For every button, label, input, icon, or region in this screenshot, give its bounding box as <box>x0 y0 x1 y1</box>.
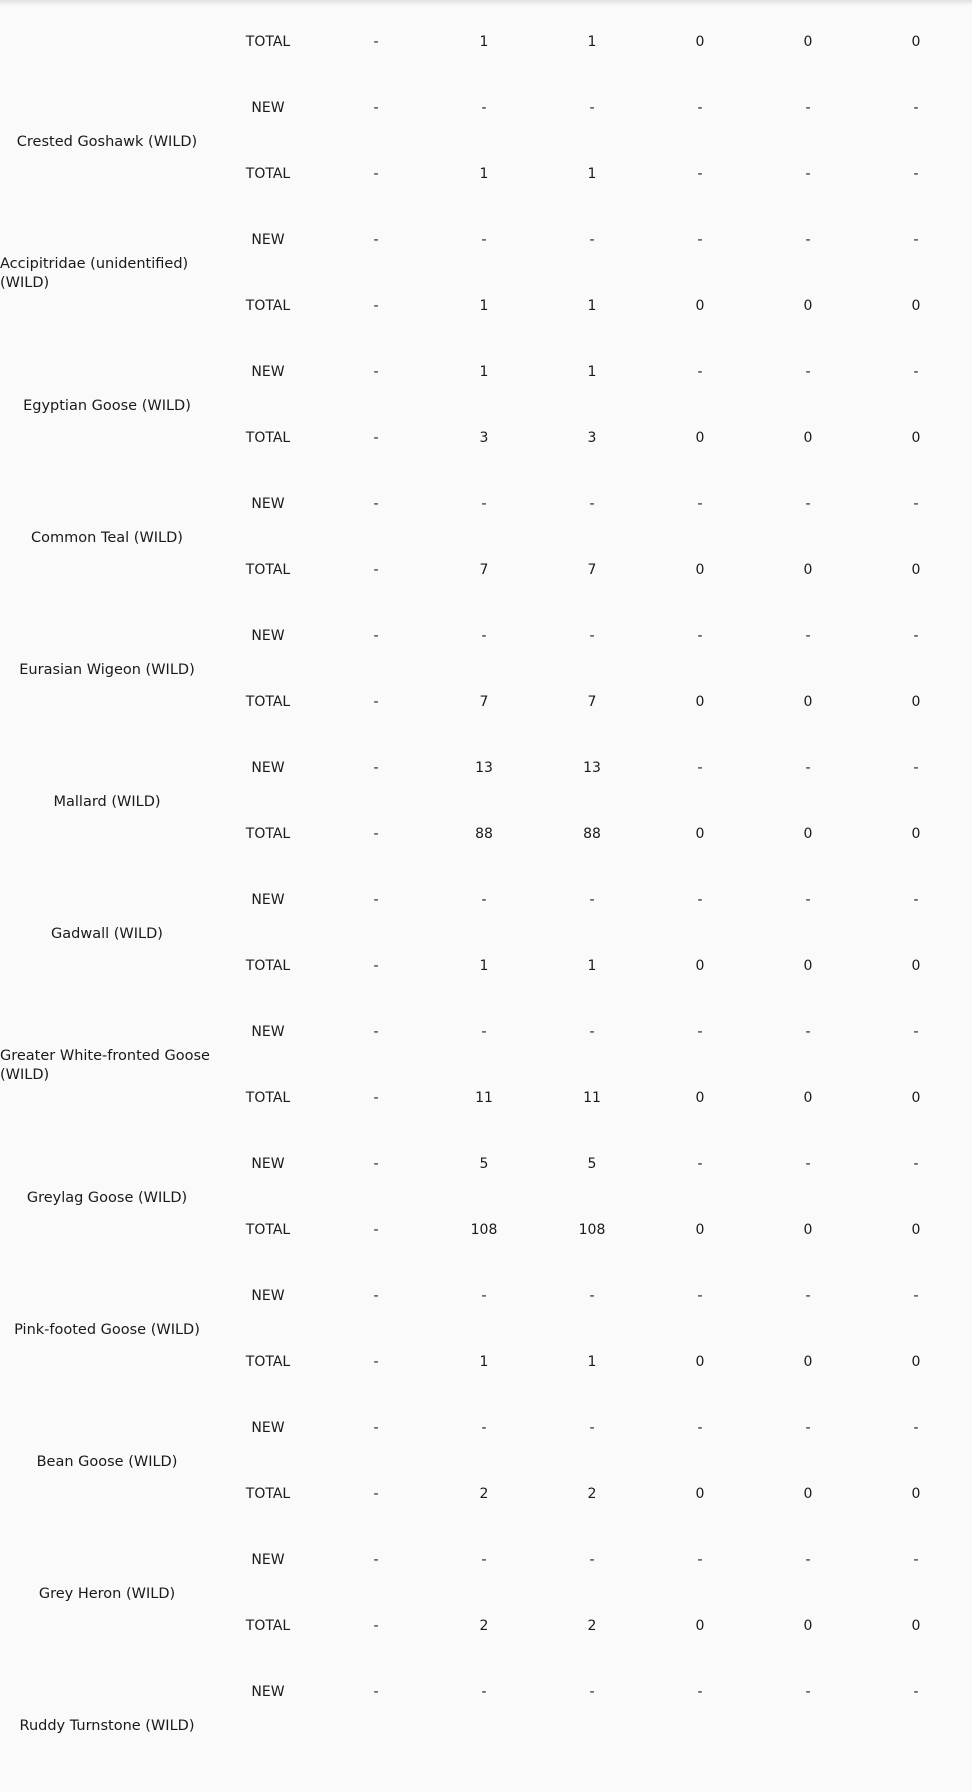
table-cell: 2 <box>587 1486 597 1502</box>
table-cell: 0 <box>911 1618 921 1634</box>
table-cell: 2 <box>479 1486 489 1502</box>
row-type-label: TOTAL <box>245 166 291 182</box>
table-cell: - <box>589 628 595 644</box>
total-row <box>0 1220 972 1240</box>
table-cell: - <box>805 1684 811 1700</box>
table-cell: 0 <box>803 1618 813 1634</box>
species-name: Accipitridae (unidentified) (WILD) <box>0 256 189 291</box>
row-type-label: TOTAL <box>245 958 291 974</box>
table-cell: - <box>913 628 919 644</box>
total-row <box>0 164 972 184</box>
table-cell: 0 <box>803 34 813 50</box>
table-cell: 0 <box>911 958 921 974</box>
table-cell: 0 <box>911 1486 921 1502</box>
table-cell: 1 <box>479 298 489 314</box>
species-block <box>0 0 972 76</box>
table-cell: - <box>373 760 379 776</box>
table-cell: - <box>373 298 379 314</box>
new-row <box>0 1550 972 1570</box>
table-cell: - <box>373 1222 379 1238</box>
table-cell: 0 <box>803 826 813 842</box>
table-cell: - <box>373 892 379 908</box>
table-cell: 1 <box>587 298 597 314</box>
table-cell: - <box>913 1420 919 1436</box>
new-row <box>0 1022 972 1042</box>
table-cell: - <box>373 430 379 446</box>
total-row <box>0 1616 972 1636</box>
total-row <box>0 1484 972 1504</box>
table-cell: - <box>481 628 487 644</box>
table-cell: 0 <box>803 562 813 578</box>
table-cell: - <box>373 1090 379 1106</box>
table-cell: 5 <box>479 1156 489 1172</box>
table-cell: - <box>913 364 919 380</box>
table-cell: 2 <box>479 1618 489 1634</box>
table-cell: - <box>481 1552 487 1568</box>
new-row <box>0 758 972 778</box>
table-cell: 0 <box>695 1222 705 1238</box>
table-cell: - <box>697 892 703 908</box>
total-row <box>0 296 972 316</box>
table-cell: - <box>373 1288 379 1304</box>
table-cell: - <box>373 232 379 248</box>
table-cell: 0 <box>803 298 813 314</box>
table-cell: - <box>805 1024 811 1040</box>
new-row <box>0 626 972 646</box>
table-cell: 3 <box>479 430 489 446</box>
table-cell: 1 <box>587 34 597 50</box>
total-row <box>0 692 972 712</box>
table-cell: 1 <box>587 1354 597 1370</box>
table-cell: 0 <box>911 34 921 50</box>
table-cell: - <box>697 496 703 512</box>
table-cell: 0 <box>911 298 921 314</box>
new-row <box>0 1154 972 1174</box>
species-name: Mallard (WILD) <box>53 793 161 810</box>
row-type-label: NEW <box>251 1552 285 1568</box>
table-cell: 88 <box>475 826 493 842</box>
table-cell: - <box>481 496 487 512</box>
species-block <box>0 340 972 472</box>
table-cell: 3 <box>587 430 597 446</box>
table-cell: - <box>805 628 811 644</box>
species-name: Grey Heron (WILD) <box>38 1585 176 1602</box>
species-block <box>0 208 972 340</box>
table-cell: - <box>913 1156 919 1172</box>
species-block <box>0 604 972 736</box>
table-cell: - <box>589 1024 595 1040</box>
row-type-label: NEW <box>251 1420 285 1436</box>
table-cell: - <box>697 1684 703 1700</box>
table-cell: 0 <box>695 1618 705 1634</box>
row-type-label: NEW <box>251 628 285 644</box>
total-row <box>0 32 972 52</box>
table-cell: - <box>481 232 487 248</box>
table-cell: - <box>481 1024 487 1040</box>
row-type-label: NEW <box>251 760 285 776</box>
table-cell: 0 <box>803 430 813 446</box>
table-cell: 108 <box>578 1222 606 1238</box>
species-block <box>0 736 972 868</box>
table-cell: - <box>589 100 595 116</box>
table-cell: 1 <box>587 364 597 380</box>
table-cell: 0 <box>911 562 921 578</box>
new-row <box>0 1418 972 1438</box>
species-name: Common Teal (WILD) <box>31 529 183 546</box>
new-row <box>0 98 972 118</box>
total-row <box>0 560 972 580</box>
table-cell: 11 <box>475 1090 493 1106</box>
table-cell: 0 <box>695 430 705 446</box>
table-cell: - <box>589 892 595 908</box>
table-cell: - <box>481 100 487 116</box>
row-type-label: TOTAL <box>245 34 291 50</box>
table-cell: - <box>373 496 379 512</box>
new-row <box>0 494 972 514</box>
table-cell: - <box>481 1288 487 1304</box>
new-row <box>0 362 972 382</box>
table-cell: - <box>913 232 919 248</box>
species-name: Greylag Goose (WILD) <box>26 1189 188 1206</box>
table-cell: 7 <box>479 562 489 578</box>
table-cell: - <box>589 1420 595 1436</box>
table-cell: 1 <box>479 34 489 50</box>
table-cell: - <box>805 1288 811 1304</box>
row-type-label: TOTAL <box>245 298 291 314</box>
new-row <box>0 1286 972 1306</box>
species-block <box>0 1132 972 1264</box>
table-cell: 0 <box>695 1354 705 1370</box>
species-name: Eurasian Wigeon (WILD) <box>19 661 195 678</box>
table-cell: 5 <box>587 1156 597 1172</box>
table-cell: - <box>805 100 811 116</box>
new-row <box>0 230 972 250</box>
table-cell: - <box>481 1420 487 1436</box>
table-cell: 0 <box>695 298 705 314</box>
species-name: Pink-footed Goose (WILD) <box>14 1321 200 1338</box>
table-cell: - <box>697 1420 703 1436</box>
total-row <box>0 428 972 448</box>
species-block <box>0 868 972 1000</box>
table-cell: - <box>805 1420 811 1436</box>
table-cell: - <box>373 1552 379 1568</box>
table-cell: - <box>589 496 595 512</box>
species-block <box>0 76 972 208</box>
row-type-label: TOTAL <box>245 1090 291 1106</box>
table-cell: - <box>481 892 487 908</box>
table-cell: 1 <box>479 958 489 974</box>
table-cell: - <box>805 1156 811 1172</box>
table-cell: 2 <box>587 1618 597 1634</box>
table-cell: 0 <box>911 430 921 446</box>
table-cell: - <box>697 364 703 380</box>
table-cell: - <box>697 1552 703 1568</box>
table-cell: - <box>589 1684 595 1700</box>
table-cell: 13 <box>475 760 493 776</box>
row-type-label: NEW <box>251 892 285 908</box>
table-cell: 1 <box>587 958 597 974</box>
table-cell: 0 <box>695 1090 705 1106</box>
table-cell: 0 <box>803 694 813 710</box>
table-cell: 1 <box>587 166 597 182</box>
table-cell: - <box>373 1354 379 1370</box>
table-cell: 108 <box>470 1222 498 1238</box>
row-type-label: TOTAL <box>245 430 291 446</box>
new-row <box>0 1682 972 1702</box>
row-type-label: NEW <box>251 100 285 116</box>
total-row <box>0 1088 972 1108</box>
table-cell: - <box>373 1156 379 1172</box>
table-cell: - <box>373 694 379 710</box>
total-row <box>0 1352 972 1372</box>
table-cell: - <box>913 1288 919 1304</box>
table-cell: - <box>913 1024 919 1040</box>
table-cell: - <box>805 166 811 182</box>
table-cell: 0 <box>695 34 705 50</box>
table-cell: - <box>697 1156 703 1172</box>
total-row <box>0 956 972 976</box>
table-cell: - <box>589 232 595 248</box>
table-cell: 13 <box>583 760 601 776</box>
species-block <box>0 1660 972 1792</box>
table-cell: 0 <box>695 958 705 974</box>
row-type-label: NEW <box>251 364 285 380</box>
table-cell: 0 <box>695 694 705 710</box>
row-type-label: TOTAL <box>245 1354 291 1370</box>
table-cell: 1 <box>479 364 489 380</box>
table-cell: - <box>913 1684 919 1700</box>
table-cell: 0 <box>803 958 813 974</box>
table-cell: 0 <box>803 1090 813 1106</box>
table-cell: 0 <box>911 1090 921 1106</box>
species-block <box>0 1000 972 1132</box>
table-cell: - <box>373 826 379 842</box>
table-cell: - <box>373 958 379 974</box>
table-cell: - <box>373 1684 379 1700</box>
species-name: Ruddy Turnstone (WILD) <box>19 1717 195 1734</box>
table-cell: - <box>697 760 703 776</box>
table-cell: 1 <box>479 1354 489 1370</box>
table-cell: - <box>373 100 379 116</box>
row-type-label: NEW <box>251 1156 285 1172</box>
species-block <box>0 1396 972 1528</box>
row-type-label: TOTAL <box>245 1222 291 1238</box>
table-cell: 0 <box>911 694 921 710</box>
row-type-label: NEW <box>251 496 285 512</box>
table-cell: 0 <box>695 562 705 578</box>
table-cell: - <box>373 562 379 578</box>
new-row <box>0 890 972 910</box>
table-cell: - <box>589 1552 595 1568</box>
species-name: Crested Goshawk (WILD) <box>16 133 198 150</box>
table-cell: - <box>697 232 703 248</box>
species-block <box>0 472 972 604</box>
row-type-label: TOTAL <box>245 694 291 710</box>
row-type-label: NEW <box>251 1288 285 1304</box>
species-name: Greater White-fronted Goose (WILD) <box>0 1048 210 1083</box>
table-cell: 0 <box>695 1486 705 1502</box>
table-cell: - <box>697 1288 703 1304</box>
species-name: Gadwall (WILD) <box>51 925 163 942</box>
row-type-label: TOTAL <box>245 1486 291 1502</box>
table-cell: 7 <box>587 694 597 710</box>
row-type-label: TOTAL <box>245 826 291 842</box>
table-cell: - <box>805 892 811 908</box>
table-cell: - <box>373 1420 379 1436</box>
table-cell: 7 <box>479 694 489 710</box>
table-cell: 1 <box>479 166 489 182</box>
table-cell: 0 <box>911 826 921 842</box>
table-cell: 0 <box>911 1222 921 1238</box>
table-cell: - <box>373 1618 379 1634</box>
species-name: Egyptian Goose (WILD) <box>23 397 191 414</box>
table-cell: 88 <box>583 826 601 842</box>
species-block <box>0 1264 972 1396</box>
table-cell: 0 <box>803 1486 813 1502</box>
table-cell: - <box>913 166 919 182</box>
row-type-label: NEW <box>251 1024 285 1040</box>
table-cell: - <box>913 760 919 776</box>
table-cell: - <box>589 1288 595 1304</box>
row-type-label: TOTAL <box>245 562 291 578</box>
table-cell: - <box>913 892 919 908</box>
species-block <box>0 1528 972 1660</box>
table-cell: 0 <box>911 1354 921 1370</box>
table-cell: - <box>373 166 379 182</box>
row-type-label: NEW <box>251 232 285 248</box>
table-cell: 7 <box>587 562 597 578</box>
table-cell: - <box>481 1684 487 1700</box>
table-cell: 0 <box>695 826 705 842</box>
table-cell: - <box>913 1552 919 1568</box>
table-cell: 0 <box>803 1222 813 1238</box>
table-cell: 0 <box>803 1354 813 1370</box>
table-cell: - <box>373 1024 379 1040</box>
table-cell: - <box>805 760 811 776</box>
table-cell: - <box>373 628 379 644</box>
table-cell: - <box>373 34 379 50</box>
total-row <box>0 824 972 844</box>
table-cell: - <box>913 100 919 116</box>
table-cell: - <box>697 166 703 182</box>
table-cell: - <box>697 100 703 116</box>
table-cell: - <box>697 1024 703 1040</box>
table-cell: - <box>805 496 811 512</box>
table-cell: - <box>805 232 811 248</box>
table-cell: 11 <box>583 1090 601 1106</box>
table-cell: - <box>805 1552 811 1568</box>
row-type-label: NEW <box>251 1684 285 1700</box>
header-shadow <box>0 0 972 6</box>
table-cell: - <box>913 496 919 512</box>
table-cell: - <box>697 628 703 644</box>
table-cell: - <box>373 1486 379 1502</box>
species-name: Bean Goose (WILD) <box>36 1453 178 1470</box>
table-cell: - <box>805 364 811 380</box>
table-cell: - <box>373 364 379 380</box>
row-type-label: TOTAL <box>245 1618 291 1634</box>
